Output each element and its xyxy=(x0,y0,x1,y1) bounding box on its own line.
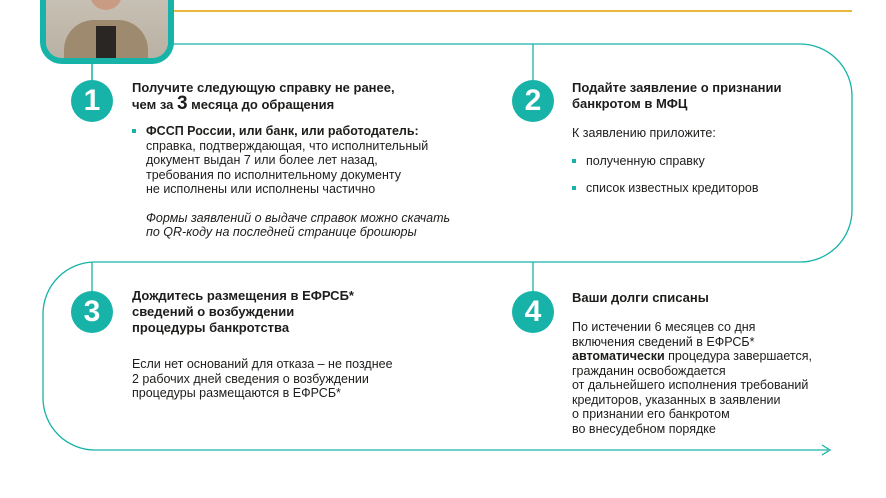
step-2-number: 2 xyxy=(512,80,554,122)
step-1-bullet: ФССП России, или банк, или работодатель: справка, подтверждающая, что исполнительный документ выдан 7 или более лет назад, требования по исполнительному документу не исполнены или исполнены частично xyxy=(132,124,462,197)
step-2-title: Подайте заявление о признании банкротом в МФЦ xyxy=(572,80,782,111)
step-2-item-1: полученную справку xyxy=(572,154,832,169)
step-2-item-2: список известных кредиторов xyxy=(572,181,832,196)
step-3-title: Дождитесь размещения в ЕФРСБ* сведений о возбуждении процедуры банкротства xyxy=(132,288,354,335)
step-2-body: К заявлению приложите: полученную справку список известных кредиторов xyxy=(572,126,832,196)
step-3-number: 3 xyxy=(71,291,113,333)
step-1-number: 1 xyxy=(71,80,113,122)
step-4-body: По истечении 6 месяцев со дня включения сведений в ЕФРСБ* автоматически процедура завершается, гражданин освобождается от дальнейшего исполнения требований кредиторов, указанных в заявлении о признании его банкротом во внесудебном порядке xyxy=(572,320,812,436)
portrait-photo xyxy=(40,0,174,64)
step-3-body: Если нет оснований для отказа – не позднее 2 рабочих дней сведения о возбуждении процедуры размещаются в ЕФРСБ* xyxy=(132,357,393,400)
step-1-title: Получите следующую справку не ранее, чем за 3 месяца до обращения xyxy=(132,80,395,114)
step-4-title: Ваши долги списаны xyxy=(572,290,709,305)
step-4-number: 4 xyxy=(512,291,554,333)
step-1-note: Формы заявлений о выдаче справок можно скачать по QR-коду на последней странице брошюры xyxy=(146,210,451,239)
step-1-body xyxy=(132,124,462,240)
